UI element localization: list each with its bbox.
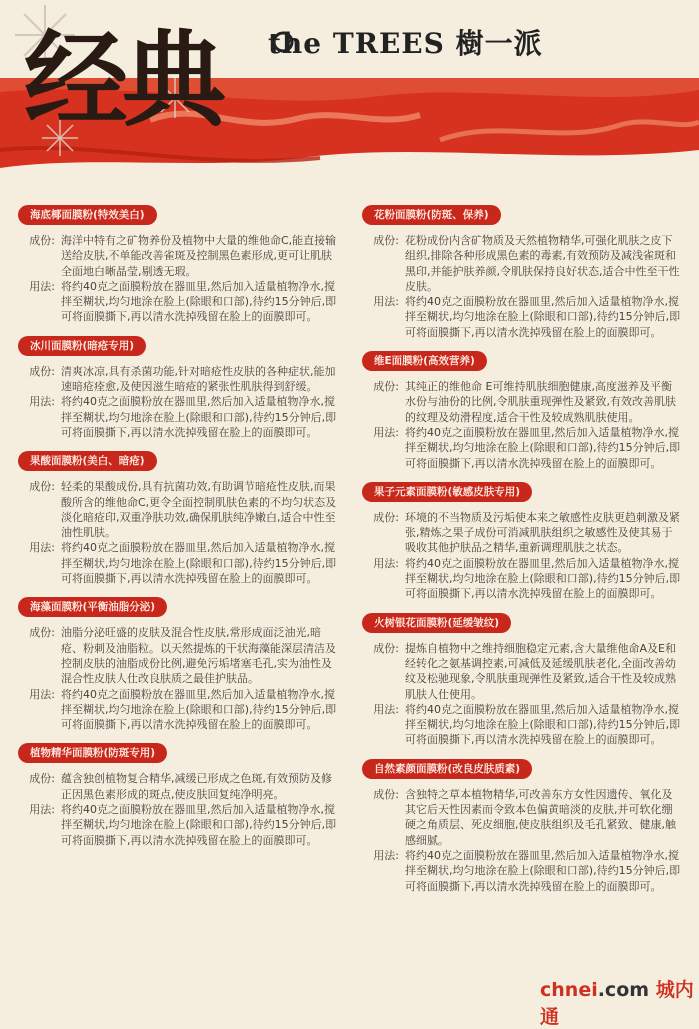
ingredient-row [18, 364, 338, 395]
row-text: 花粉成份内含矿物质及天然植物精华,可强化肌肤之皮下组织,排除各种形成黑色素的毒素,有效预防及减浅雀斑和黑印,并能护肤养颜,令肌肤保持良好状态,适合中性至干性皮肤。 [405, 234, 680, 293]
usage-row [18, 394, 338, 440]
product-label: 火树银花面膜粉(延缓皱纹) [362, 613, 511, 633]
row-label: 用法: [373, 848, 399, 862]
product-section [18, 334, 338, 440]
row-text: 将约40克之面膜粉放在器皿里,然后加入适量植物净水,搅拌至糊状,均匀地涂在脸上(除眼和口部),待约15分钟后,即可将面膜撕下,再以清水洗掉残留在脸上的面膜即可。 [61, 687, 337, 732]
product-section [362, 349, 682, 471]
usage-row [362, 702, 682, 748]
watermark [540, 975, 699, 1029]
product-label: 花粉面膜粉(防斑、保养) [362, 205, 501, 225]
row-label: 成份: [29, 772, 55, 786]
watermark-part: .com [597, 979, 650, 1001]
row-label: 用法: [373, 702, 399, 716]
product-label: 果子元素面膜粉(敏感皮肤专用) [362, 482, 532, 502]
row-label: 成份: [29, 234, 55, 247]
brand-name: the TREES 樹一派 [268, 27, 543, 60]
ingredient-row [362, 787, 682, 848]
row-label: 用法: [373, 425, 399, 439]
row-label: 成份: [29, 364, 55, 378]
page-title: 经典 [24, 18, 221, 141]
usage-row [362, 294, 682, 340]
row-text: 轻柔的果酸成份,具有抗菌功效,有助调节暗疮性皮肤,而果酸所含的维他命C,更令全面控制肌肤色素的不均匀状态及淡化暗疮印,双重净肤功效,确保肌肤纯净嫩白,适合中性至油性肌肤。 [61, 480, 337, 540]
row-label: 用法: [29, 803, 55, 817]
product-label: 植物精华面膜粉(防斑专用) [18, 743, 167, 763]
product-section [18, 741, 338, 847]
row-text: 将约40克之面膜粉放在器皿里,然后加入适量植物净水,搅拌至糊状,均匀地涂在脸上(除眼和口部),待约15分钟后,即可将面膜撕下,再以清水洗掉残留在脸上的面膜即可。 [405, 848, 681, 893]
row-text: 将约40克之面膜粉放在器皿里,然后加入适量植物净水,搅拌至糊状,均匀地涂在脸上(除眼和口部),待约15分钟后,即可将面膜撕下,再以清水洗掉残留在脸上的面膜即可。 [405, 425, 681, 470]
row-text: 油脂分泌旺盛的皮肤及混合性皮肤,常形成面泛油光,暗疮、粉刺及油脂粒。以天然提炼的干状海藻能深层清洁及控制皮肤的油脂成份比例,避免污垢堵塞毛孔,实为油性及混合性皮肤人仕改良肤质之最佳护肤品。 [61, 626, 336, 686]
product-label: 果酸面膜粉(美白、暗疮) [18, 451, 157, 471]
row-text: 将约40克之面膜粉放在器皿里,然后加入适量植物净水,搅拌至糊状,均匀地涂在脸上(除眼和口部),待约15分钟后,即可将面膜撕下,再以清水洗掉残留在脸上的面膜即可。 [61, 279, 337, 324]
product-section [362, 203, 682, 340]
header-banner [0, 0, 699, 200]
row-text: 提炼自植物中之维持细胞稳定元素,含大量维他命A及E和经转化之氨基调控素,可减低及延缓肌肤老化,全面改善幼纹及松驰现象,令肌肤重现弹性及紧致,适合干性及较成熟肌肤人仕使用。 [405, 641, 676, 701]
usage-row [362, 848, 682, 894]
row-text: 其纯正的维他命 E可维持肌肤细胞健康,高度滋养及平衡水份与油份的比例,令肌肤重现弹性及紧致,有效改善肌肤的纹理及幼滑程度,适合干性及较成熟肌肤使用。 [405, 380, 676, 424]
ingredient-row [18, 233, 338, 279]
product-label: 冰川面膜粉(暗疮专用) [18, 336, 146, 356]
product-label: 海底椰面膜粉(特效美白) [18, 205, 157, 225]
usage-row [18, 687, 338, 733]
product-label: 海藻面膜粉(平衡油脂分泌) [18, 597, 167, 617]
row-label: 用法: [29, 541, 55, 555]
row-text: 将约40克之面膜粉放在器皿里,然后加入适量植物净水,搅拌至糊状,均匀地涂在脸上(除眼和口部),待约15分钟后,即可将面膜撕下,再以清水洗掉残留在脸上的面膜即可。 [405, 556, 681, 601]
row-text: 含独特之草本植物精华,可改善东方女性因遗传、氧化及其它后天性因素而令致本色偏黄暗淡的皮肤,并可软化绷硬之角质层、死皮细胞,使皮肤组织及毛孔紧致、健康,触感细腻。 [405, 787, 676, 847]
row-text: 清爽冰凉,具有杀菌功能,针对暗疮性皮肤的各种症状,能加速暗疮痊愈,及使因滋生暗疮的紧张性肌肤得到舒缓。 [61, 364, 336, 394]
ingredient-row [362, 641, 682, 702]
row-text: 环境的不当物质及污垢使本来之敏感性皮肤更趋刺激及紧张,精炼之果子成份可消减肌肤组织之敏感性及使其易于吸收其他护肤品之精华,重新调理肌肤之状态。 [405, 510, 680, 555]
left-column [18, 203, 338, 857]
row-text: 将约40克之面膜粉放在器皿里,然后加入适量植物净水,搅拌至糊状,均匀地涂在脸上(除眼和口部),待约15分钟后,即可将面膜撕下,再以清水洗掉残留在脸上的面膜即可。 [405, 702, 681, 747]
watermark-part: 城内通 [540, 979, 694, 1028]
row-label: 成份: [373, 234, 399, 247]
row-text: 海洋中特有之矿物养份及植物中大量的维他命C,能直接输送给皮肤,不单能改善雀斑及控制黑色素形成,更可让肌肤全面地白晰晶莹,剔透无瑕。 [61, 234, 337, 278]
row-label: 成份: [373, 380, 399, 394]
ingredient-row [18, 625, 338, 686]
row-text: 蕴含独创植物复合精华,减缓已形成之色斑,有效预防及修正因黑色素形成的斑点,使皮肤回复纯净明亮。 [61, 772, 332, 801]
usage-row [362, 556, 682, 602]
row-label: 成份: [373, 641, 399, 655]
row-text: 将约40克之面膜粉放在器皿里,然后加入适量植物净水,搅拌至糊状,均匀地涂在脸上(除眼和口部),待约15分钟后,即可将面膜撕下,再以清水洗掉残留在脸上的面膜即可。 [405, 295, 681, 339]
product-label: 维E面膜粉(高效营养) [362, 351, 487, 371]
usage-row [18, 802, 338, 848]
ingredient-row [18, 771, 338, 802]
row-label: 成份: [373, 510, 399, 524]
product-label: 自然素颜面膜粉(改良皮肤质素) [362, 759, 532, 779]
product-section [362, 757, 682, 894]
ingredient-row [362, 379, 682, 425]
usage-row [18, 279, 338, 325]
ingredient-row [362, 233, 682, 294]
usage-row [18, 540, 338, 586]
product-section [362, 611, 682, 748]
product-section [18, 595, 338, 732]
row-label: 用法: [29, 687, 55, 701]
ingredient-row [18, 479, 338, 540]
usage-row [362, 425, 682, 471]
row-label: 成份: [29, 626, 55, 640]
product-section [18, 203, 338, 325]
row-text: 将约40克之面膜粉放在器皿里,然后加入适量植物净水,搅拌至糊状,均匀地涂在脸上(除眼和口部),待约15分钟后,即可将面膜撕下,再以清水洗掉残留在脸上的面膜即可。 [61, 541, 337, 586]
right-column [362, 203, 682, 903]
row-label: 用法: [373, 295, 399, 309]
product-section [362, 480, 682, 602]
product-section [18, 449, 338, 586]
ingredient-row [362, 510, 682, 556]
row-label: 用法: [29, 395, 55, 409]
row-text: 将约40克之面膜粉放在器皿里,然后加入适量植物净水,搅拌至糊状,均匀地涂在脸上(除眼和口部),待约15分钟后,即可将面膜撕下,再以清水洗掉残留在脸上的面膜即可。 [61, 803, 337, 847]
row-label: 成份: [29, 480, 55, 494]
watermark-part: chnei [540, 979, 598, 1001]
row-label: 用法: [373, 556, 399, 570]
row-label: 用法: [29, 279, 55, 293]
row-text: 将约40克之面膜粉放在器皿里,然后加入适量植物净水,搅拌至糊状,均匀地涂在脸上(除眼和口部),待约15分钟后,即可将面膜撕下,再以清水洗掉残留在脸上的面膜即可。 [61, 395, 337, 439]
row-label: 成份: [373, 787, 399, 801]
